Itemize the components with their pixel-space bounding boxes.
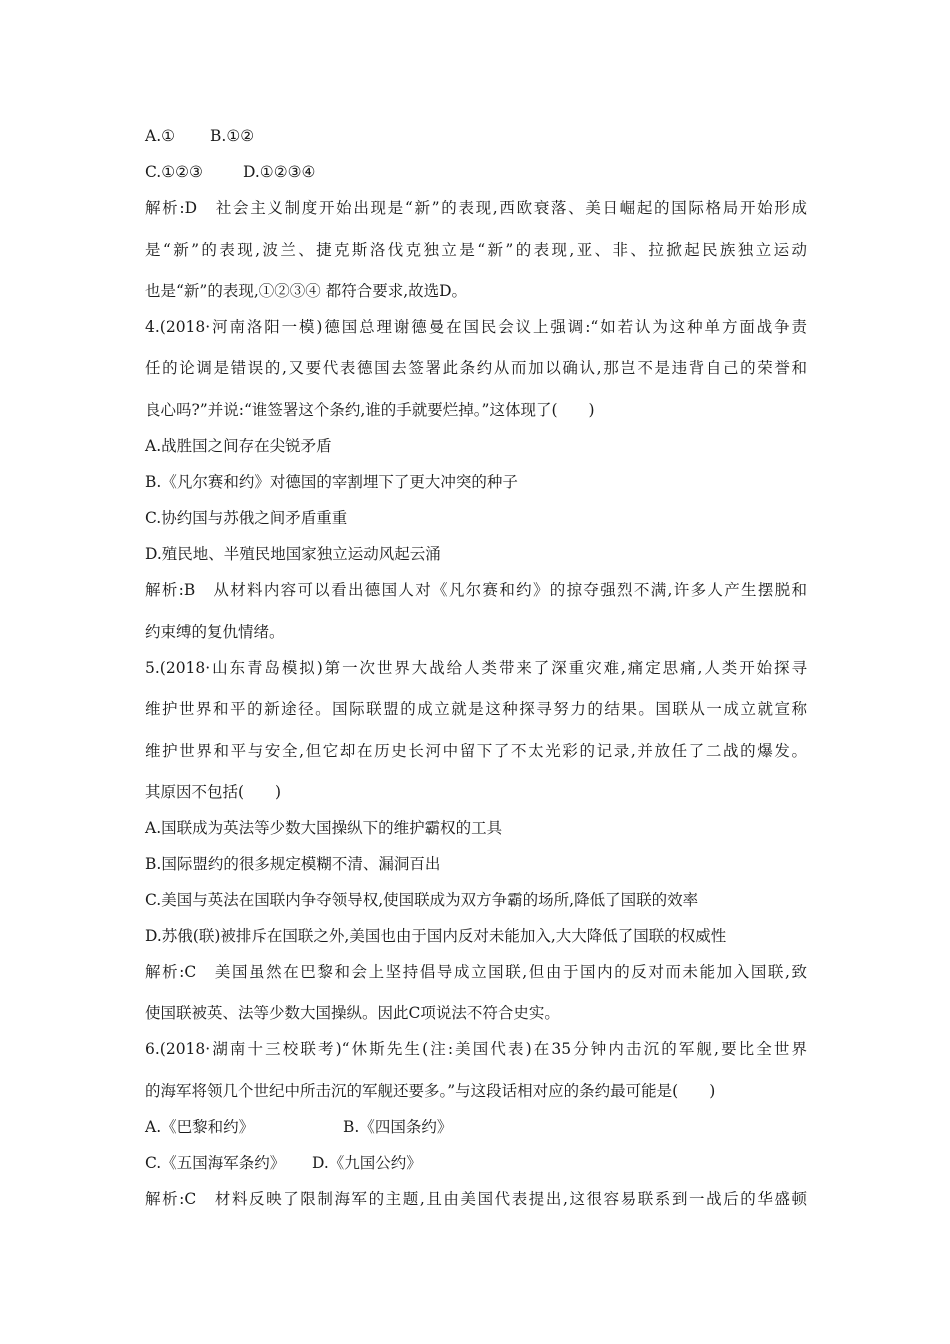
q3-option-b: B.①② — [210, 127, 255, 145]
q5-stem-line-3: 维护世界和平与安全,但它却在历史长河中留下了不太光彩的记录,并放任了二战的爆发。 — [145, 742, 807, 760]
q6-option-a: A.《巴黎和约》 — [145, 1118, 255, 1136]
q5-stem-line-2: 维护世界和平的新途径。国际联盟的成立就是这种探寻努力的结果。国联从一成立就宣称 — [145, 700, 807, 718]
q6-analysis-line-1: 解析:C 材料反映了限制海军的主题,且由美国代表提出,这很容易联系到一战后的华盛顿 — [145, 1190, 807, 1208]
q4-stem-line-2: 任的论调是错误的,又要代表德国去签署此条约从而加以确认,那岂不是违背自己的荣誉和 — [145, 359, 807, 377]
q4-option-d: D.殖民地、半殖民地国家独立运动风起云涌 — [145, 545, 441, 563]
q4-analysis-line-1: 解析:B 从材料内容可以看出德国人对《凡尔赛和约》的掠夺强烈不满,许多人产生摆脱和 — [145, 581, 807, 599]
q5-analysis-line-1: 解析:C 美国虽然在巴黎和会上坚持倡导成立国联,但由于国内的反对而未能加入国联,致 — [145, 963, 807, 981]
q4-analysis-line-2: 约束缚的复仇情绪。 — [145, 623, 285, 641]
q4-option-b: B.《凡尔赛和约》对德国的宰割埋下了更大冲突的种子 — [145, 473, 518, 491]
q4-option-a: A.战胜国之间存在尖锐矛盾 — [145, 437, 332, 455]
q4-stem-line-3: 良心吗?”并说:“谁签署这个条约,谁的手就要烂掉。”这体现了( ) — [145, 401, 595, 419]
q5-option-a: A.国联成为英法等少数大国操纵下的维护霸权的工具 — [145, 819, 503, 837]
q3-analysis-line-3: 也是“新”的表现,①②③④ 都符合要求,故选D。 — [145, 282, 468, 300]
q3-analysis-line-2: 是“新”的表现,波兰、捷克斯洛伐克独立是“新”的表现,亚、非、拉掀起民族独立运动 — [145, 241, 807, 259]
q5-stem-line-1: 5.(2018·山东青岛模拟)第一次世界大战给人类带来了深重灾难,痛定思痛,人类开始探寻 — [145, 659, 807, 677]
q6-option-b: B.《四国条约》 — [343, 1118, 453, 1136]
q3-option-c: C.①②③ — [145, 163, 203, 181]
q3-analysis-line-1: 解析:D 社会主义制度开始出现是“新”的表现,西欧衰落、美日崛起的国际格局开始形成 — [145, 199, 807, 217]
q5-analysis-line-2: 使国联被英、法等少数大国操纵。因此C项说法不符合史实。 — [145, 1004, 560, 1022]
q5-option-c: C.美国与英法在国联内争夺领导权,使国联成为双方争霸的场所,降低了国联的效率 — [145, 891, 699, 909]
q3-option-d: D.①②③④ — [243, 163, 316, 181]
q6-option-c: C.《五国海军条约》 — [145, 1154, 286, 1172]
q4-stem-line-1: 4.(2018·河南洛阳一模)德国总理谢德曼在国民会议上强调:“如若认为这种单方面战争责 — [145, 318, 807, 336]
q5-stem-line-4: 其原因不包括( ) — [145, 783, 282, 801]
q3-option-a: A.① — [145, 127, 176, 145]
q4-option-c: C.协约国与苏俄之间矛盾重重 — [145, 509, 348, 527]
q5-option-b: B.国际盟约的很多规定模糊不清、漏洞百出 — [145, 855, 441, 873]
q6-option-d: D.《九国公约》 — [312, 1154, 422, 1172]
q5-option-d: D.苏俄(联)被排斥在国联之外,美国也由于国内反对未能加入,大大降低了国联的权威性 — [145, 927, 727, 945]
q6-stem-line-2: 的海军将领几个世纪中所击沉的军舰还要多。”与这段话相对应的条约最可能是( ) — [145, 1082, 716, 1100]
q6-stem-line-1: 6.(2018·湖南十三校联考)“休斯先生(注:美国代表)在35分钟内击沉的军舰,要比全世界 — [145, 1040, 807, 1058]
